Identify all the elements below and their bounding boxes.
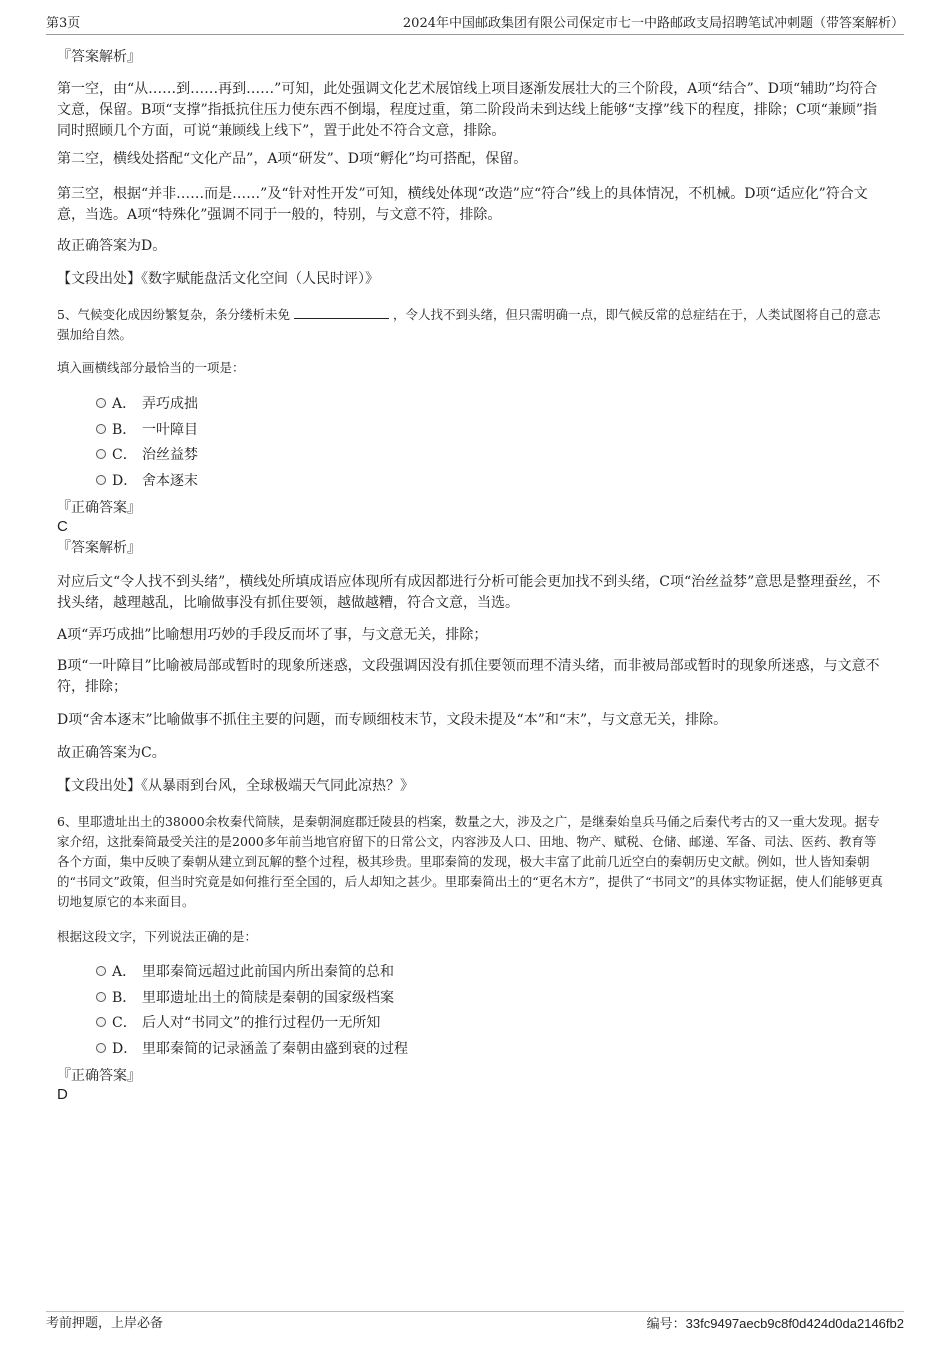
q6-stem: 6、里耶遗址出土的38000余枚秦代简牍，是秦朝洞庭郡迁陵县的档案，数量之大，涉及之广，是继秦始皇兵马俑之后秦代考古的又一重大发现。据专家介绍，这批秦简最受关注的是2000多年前当地官府留下的日常公文，内容涉及人口、田地、物产、赋税、仓储、邮递、军备、司法、医药、教育等各个方面，集中反映了秦朝从建立到瓦解的整个过程，极其珍贵。里耶秦简的发现，极大丰富了此前几近空白的秦朝历史文献。例如，世人皆知秦朝的“书同文”政策，但当时究竟是如何推行至全国的，后人却知之甚少。里耶秦简出土的“更名木方”，提供了“书同文”的具体实物证据，使人们能够更真切地复原它的本来面目。 <box>57 814 883 909</box>
radio-icon[interactable] <box>96 966 106 976</box>
q6-answer: D <box>57 1086 68 1103</box>
q5-blank <box>294 306 389 319</box>
option-text: 治丝益棼 <box>142 447 198 463</box>
page-header <box>46 14 904 35</box>
q5-analysis-para2: A项“弄巧成拙”比喻想用巧妙的手段反而坏了事，与文意无关，排除； <box>57 627 488 643</box>
option-key: D． <box>112 1041 138 1057</box>
q5-stem <box>57 305 887 345</box>
footer-code-value: 33fc9497aecb9c8f0d424d0da2146fb2 <box>685 1316 904 1331</box>
q6-option-c[interactable] <box>96 1013 380 1033</box>
q5-analysis-label: 『答案解析』 <box>57 540 141 556</box>
radio-icon[interactable] <box>96 992 106 1002</box>
radio-icon[interactable] <box>96 398 106 408</box>
q5-source: 【文段出处】《从暴雨到台风，全球极端天气同此凉热？》 <box>57 778 414 794</box>
option-key: A． <box>112 964 137 980</box>
q5-answer-label: 『正确答案』 <box>57 500 141 516</box>
q4-conclusion: 故正确答案为D。 <box>57 238 167 254</box>
option-text: 里耶遗址出土的简牍是秦朝的国家级档案 <box>142 990 394 1006</box>
q5-stem-after: ，令人找不到头绪，但只需明确一点，即气候反常的总症结在于，人类试图将自己的意志强加给自然。 <box>57 307 881 342</box>
q5-answer: C <box>57 518 68 535</box>
q5-prompt: 填入画横线部分最恰当的一项是： <box>57 360 245 375</box>
q5-option-a[interactable] <box>96 394 198 414</box>
q5-analysis-para4: D项“舍本逐末”比喻做事不抓住主要的问题，而专顾细枝末节，文段未提及“本”和“末”，与文意无关，排除。 <box>57 712 728 728</box>
footer-code-label: 编号： <box>646 1316 686 1331</box>
q5-option-d[interactable] <box>96 471 198 491</box>
q6-option-a[interactable] <box>96 962 394 982</box>
radio-icon[interactable] <box>96 449 106 459</box>
option-text: 里耶秦简的记录涵盖了秦朝由盛到衰的过程 <box>142 1041 408 1057</box>
document-title: 2024年中国邮政集团有限公司保定市七一中路邮政支局招聘笔试冲刺题（带答案解析） <box>402 16 904 31</box>
radio-icon[interactable] <box>96 1017 106 1027</box>
q4-analysis-para3: 第三空，根据“并非……而是……”及“针对性开发”可知，横线处体现“改造”应“符合”线上的具体情况，不机械。D项“适应化”符合文意，当选。A项“特殊化”强调不同于一般的，特别，与文意不符，排除。 <box>57 186 868 223</box>
q5-option-c[interactable] <box>96 445 198 465</box>
option-text: 舍本逐末 <box>142 473 198 489</box>
option-key: C． <box>112 447 137 463</box>
option-text: 一叶障目 <box>142 422 198 438</box>
q6-prompt: 根据这段文字，下列说法正确的是： <box>57 929 258 944</box>
option-text: 后人对“书同文”的推行过程仍一无所知 <box>142 1015 381 1031</box>
q4-analysis-para1: 第一空，由“从……到……再到……”可知，此处强调文化艺术展馆线上项目逐渐发展壮大的三个阶段，A项“结合”、D项“辅助”均符合文意，保留。B项“支撑”指抵抗住压力使东西不倒塌，程度过重，第二阶段尚未到达线上能够“支撑”线下的程度，排除；C项“兼顾”指同时照顾几个方面，可说“兼顾线上线下”，置于此处不符合文意，排除。 <box>57 81 878 139</box>
q6-answer-label: 『正确答案』 <box>57 1068 141 1084</box>
q5-analysis-para1: 对应后文“令人找不到头绪”，横线处所填成语应体现所有成因都进行分析可能会更加找不到头绪，C项“治丝益棼”意思是整理蚕丝，不找头绪，越理越乱，比喻做事没有抓住要领，越做越糟，符合文意，当选。 <box>57 574 881 611</box>
footer-code <box>647 1314 904 1334</box>
page-footer <box>46 1311 904 1336</box>
q5-analysis-para3: B项“一叶障目”比喻被局部或暂时的现象所迷惑，文段强调因没有抓住要领而理不清头绪，而非被局部或暂时的现象所迷惑，与文意不符，排除； <box>57 658 880 695</box>
q4-analysis-para2: 第二空，横线处搭配“文化产品”，A项“研发”、D项“孵化”均可搭配，保留。 <box>57 151 528 167</box>
option-key: A． <box>112 396 137 412</box>
radio-icon[interactable] <box>96 1043 106 1053</box>
q6-option-d[interactable] <box>96 1039 408 1059</box>
option-key: B． <box>112 990 137 1006</box>
page-number: 第3页 <box>46 16 81 31</box>
q5-stem-before: 5、气候变化成因纷繁复杂，条分缕析未免 <box>57 307 290 322</box>
option-key: C． <box>112 1015 137 1031</box>
option-key: D． <box>112 473 138 489</box>
radio-icon[interactable] <box>96 475 106 485</box>
q4-source: 【文段出处】《数字赋能盘活文化空间（人民时评）》 <box>57 271 379 287</box>
option-text: 弄巧成拙 <box>142 396 198 412</box>
radio-icon[interactable] <box>96 424 106 434</box>
q6-option-b[interactable] <box>96 988 394 1008</box>
q4-analysis-label: 『答案解析』 <box>57 49 141 65</box>
option-key: B． <box>112 422 137 438</box>
option-text: 里耶秦简远超过此前国内所出秦简的总和 <box>142 964 394 980</box>
q5-conclusion: 故正确答案为C。 <box>57 745 166 761</box>
q5-option-b[interactable] <box>96 420 198 440</box>
footer-slogan: 考前押题，上岸必备 <box>46 1316 164 1331</box>
